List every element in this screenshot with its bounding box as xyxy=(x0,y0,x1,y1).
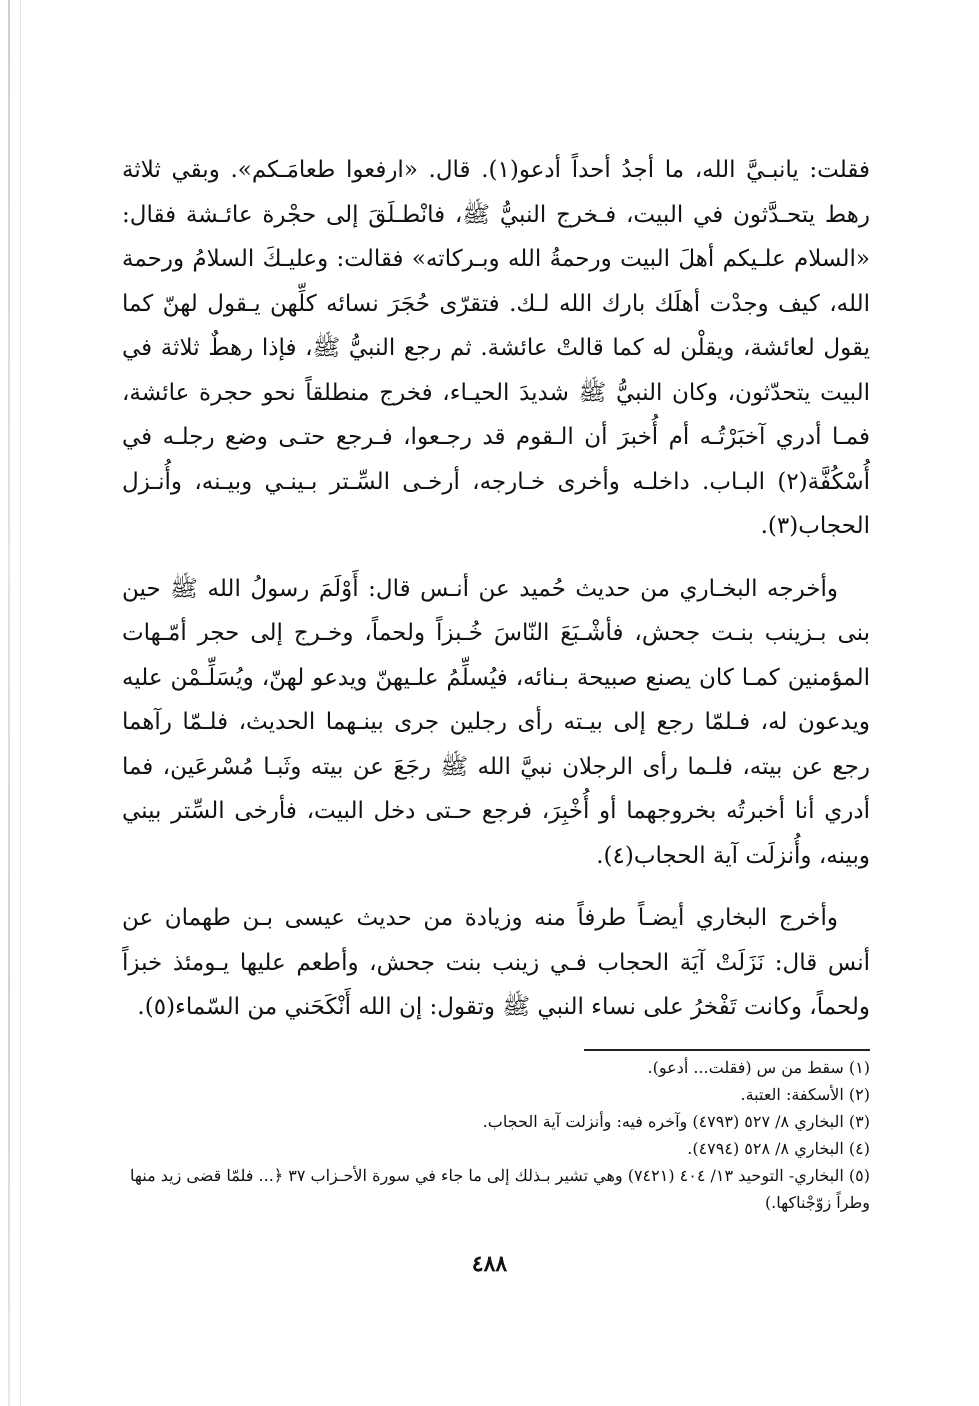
footnote-divider xyxy=(584,1049,870,1051)
scan-edge-line xyxy=(8,0,10,1406)
scan-edge-line xyxy=(20,0,21,1406)
footnotes xyxy=(122,1054,870,1216)
paragraph-1: فقلت: يانبـيَّ الله، ما أجدُ أحداً أدعو(١). قال. «ارفعوا طعامَـكم». وبقي ثلاثة رهط يتحـدَّثون في البيت، فـخرج النبيُّ ﷺ، فانْطـلَقَ إلى حجْرة عائـشة فقال: «السلام علـيكم أهلَ البيت ورحمةُ الله وبـركاته» فقالت: وعليـكَ السلامُ ورحمة الله، كيف وجدْت أهلَك بارك الله لـك. فتقرّى حُجَرَ نسائه كلِّهن يـقول لهنّ كما يقول لعائشة، ويقلْن له كما قالتْ عائشة. ثم رجع النبيُّ ﷺ، فإذا رهطٌ ثلاثة في البيت يتحدّثون، وكان النبيُّ ﷺ شديدَ الحيـاء، فخرج منطلقاً نحو حجرة عائشة، فمـا أدري آخبَرْتُـه أم أُخبرَ أن الـقوم قد رجـعوا، فـرجع حتـى وضع رجلـه في أُسْكُفَّة(٢) البـاب. داخلـه وأخرى خـارجه، أرخـى السِّـتر بـينـي وبيـنه، وأُنـزل الحجاب(٣). xyxy=(122,157,870,539)
footnote-1: (١) سقط من س (فقلت... أدعو). xyxy=(647,1058,870,1077)
main-text xyxy=(122,148,870,1030)
footnote-3: (٣) البخاري ٨/ ٥٢٧ (٤٧٩٣) وآخره فيه: وأنزلت آية الحجاب. xyxy=(482,1112,870,1131)
page-number: ٤٨٨ xyxy=(471,1251,508,1277)
footnote-2: (٢) الأسكفة: العتبة. xyxy=(740,1085,870,1104)
paragraph-2: وأخرجه البخـاري من حديث حُميد عن أنـس قال: أَوْلَمَ رسولُ الله ﷺ حين بنى بـزينب بنـت جحش، فأشْـبَعَ النّاسَ خُـبزاً ولحماً، وخـرج إلى حجر أمّـهات المؤمنين كمـا كان يصنع صبيحة بـنائه، فيُسلِّمُ علـيهنّ ويدعو لهنّ، ويُسَلِّـمْن عليه ويدعون له، فـلمّا رجع إلى بيـته رأى رجلين جرى بينـهما الحديث، فلـمّا رآهما رجع عن بيته، فلـما رأى الرجلان نبيَّ الله ﷺ رجَعَ عن بيته وثَبـا مُسْرعَين، فما أدري أنا أخبرتُه بخروجهما أو أُخْبِرَ، فرجع حـتى دخل البيت، فأرخى السِّتر بيني وبينه، وأُنزلَت آية الحجاب(٤). xyxy=(122,575,870,869)
footnote-5: (٥) البخاري- التوحيد ١٣/ ٤٠٤ (٧٤٢١) وهي تشير بـذلك إلى ما جاء في سورة الأحـزاب ٣٧ ﴿... فلمّا قضى زيد منها وطراً زوّجْناكها.) xyxy=(130,1166,870,1212)
footnote-4: (٤) البخاري ٨/ ٥٢٨ (٤٧٩٤). xyxy=(687,1139,870,1158)
paragraph-3: وأخرج البخاري أيضـاً طرفاً منه وزيادة من حديث عيسى بـن طهمان عن أنس قال: نَزَلَتْ آيَة الحجاب فـي زينب بنت جحش، وأطعم عليها يـومئذ خبزاً ولحماً، وكانت تَفْخرُ على نساء النبي ﷺ وتقول: إن الله أَنْكَحَني من السّماء(٥). xyxy=(122,905,870,1020)
